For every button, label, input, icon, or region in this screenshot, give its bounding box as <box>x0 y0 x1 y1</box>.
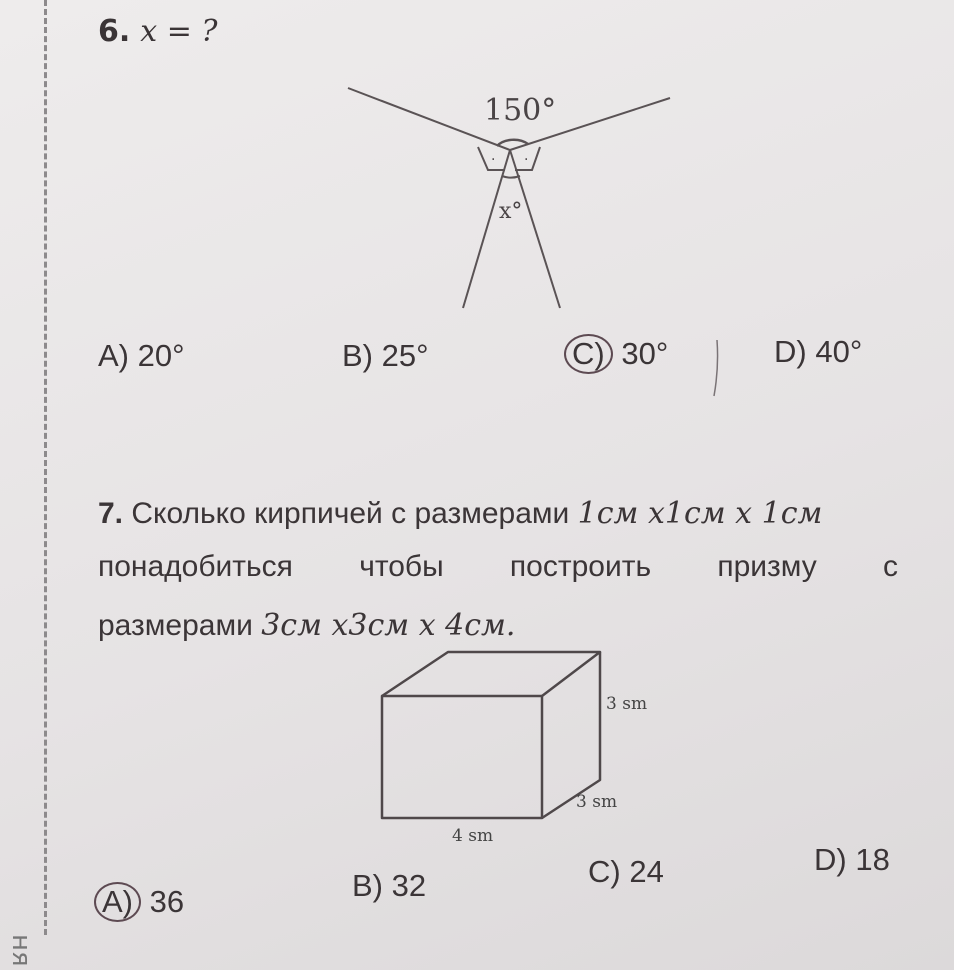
angle-label-150: 150° <box>484 93 557 128</box>
question-7-text-1: Сколько кирпичей с размерами <box>131 497 570 530</box>
q7-answer-c-value: 24 <box>629 854 664 889</box>
q7-answer-a[interactable] <box>102 882 184 922</box>
question-7-number: 7. <box>98 497 124 530</box>
q7-answer-b[interactable] <box>352 868 426 904</box>
question-6-expression: x = ? <box>140 14 218 49</box>
prism-dim-width: 4 sm <box>452 826 494 846</box>
prism-front-face <box>382 696 542 818</box>
question-7-word-1: понадобиться <box>98 550 293 583</box>
question-7-math-1: 1см x1см x 1см <box>577 496 823 531</box>
q6-answer-d-letter: D) <box>774 334 807 369</box>
q7-answer-b-letter: B) <box>352 868 383 903</box>
q6-answer-b-value: 25° <box>381 338 429 373</box>
edge-text: ня <box>6 934 36 967</box>
q7-answer-a-value: 36 <box>149 884 185 919</box>
q6-answer-d-value: 40° <box>815 334 863 369</box>
q7-answer-d-value: 18 <box>855 842 890 877</box>
question-7-math-3: 3см x3см x 4см. <box>261 608 516 643</box>
q7-answer-a-letter-circled: A) <box>94 882 141 922</box>
question-7-word-2: чтобы <box>359 550 444 583</box>
prism-dim-depth: 3 sm <box>576 792 618 812</box>
angle-label-x: x° <box>499 199 523 224</box>
question-7-word-3: построить <box>509 550 652 583</box>
prism-top-face <box>382 652 600 696</box>
question-6-number: 6. <box>98 14 131 49</box>
q6-answer-c-value: 30° <box>621 336 669 371</box>
q7-answer-c-letter: C) <box>588 854 621 889</box>
right-angle-dot-left: · <box>491 152 496 168</box>
q6-answer-b-letter: B) <box>342 338 373 373</box>
q6-answer-c-letter-circled: C) <box>564 334 613 374</box>
q7-answer-c[interactable] <box>588 854 664 890</box>
q6-answer-a-value: 20° <box>137 338 185 373</box>
question-7-word-5: с <box>882 550 898 583</box>
q7-answer-b-value: 32 <box>391 868 427 903</box>
right-angle-dot-right: · <box>524 152 529 168</box>
q7-answer-d[interactable] <box>814 842 890 878</box>
q6-answer-a-letter: A) <box>98 338 129 373</box>
prism-dim-height: 3 sm <box>606 694 648 714</box>
q7-answer-d-letter: D) <box>814 842 847 877</box>
question-7-text-3: размерами <box>98 609 253 642</box>
question-7-word-4: призму <box>717 550 817 583</box>
